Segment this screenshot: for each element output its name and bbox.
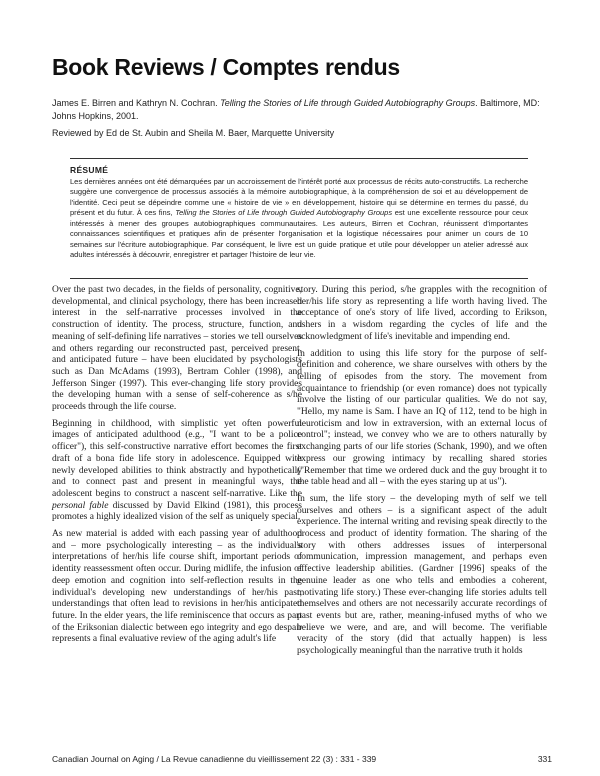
body-column-right [297,285,547,663]
body-paragraph-text: Beginning in childhood, with simplistic yet often powerful images of anticipated adulthood (e.g., "I want to be a police officer"), this self-constructive narrative effort becomes the first draft of a bona fide life story in adolescence. Equipped with newly developed abilities to think abstractly and hypothetically and to connect past and present in meaningful ways, the adolescent begins to construct a nascent self-narrative. Like the [52,418,302,499]
abstract-book-title: Telling the Stories of Life through Guided Autobiography Groups [175,208,393,217]
abstract-top-rule [70,158,528,159]
body-paragraph [52,419,302,524]
abstract-heading: RÉSUMÉ [70,165,109,175]
body-paragraph: Over the past two decades, in the fields of personality, cognitive, developmental, and clinical psychology, there has been increased interest in the self-narrative processes involved in the construction of identity. The process, structure, function, and meaning of self-defining life narratives – stories we tell ourselves and others regarding our reconstructed past, perceived present, and anticipated future – have been elucidated by psychologists such as Dan McAdams (1993), Bertram Cohler (1998), and Jefferson Singer (1997). This ever-changing life story provides the developing human with a sense of self-coherence as s/he proceeds through the life course. [52,285,302,413]
citation-publisher: . Baltimore, MD: Johns Hopkins, 2001. [52,98,540,121]
citation-book-title: Telling the Stories of Life through Guided Autobiography Groups [220,98,476,108]
citation-authors: James E. Birren and Kathryn N. Cochran. [52,98,218,108]
abstract-bottom-rule [70,278,528,279]
abstract-text-part-2: est une excellente ressource pour ceux intéressés à mener des groupes autobiographiques communautaires. Les auteurs, Birren et Cochran, réunissent d'importantes connaissances scientifiques et pratiques afin de présenter l'organisation et la logistique nécessaires pour animer un cours de 10 semaines sur l'écriture autobiographique. Par conséquent, le livre est un guide pratique et utile pour développer un atelier adressé aux adultes intéressés à découvrir, enregistrer et partager l'histoire de leur vie. [70,208,529,259]
reviewers-line: Reviewed by Ed de St. Aubin and Sheila M. Baer, Marquette University [52,128,335,138]
abstract-block [70,165,528,261]
footer-journal: Canadian Journal on Aging / La Revue canadienne du vieillissement 22 (3) : 331 - 339 [52,754,377,764]
body-column-left [52,285,302,651]
body-paragraph: In addition to using this life story for the purpose of self-definition and coherence, we share ourselves with others by the telling of episodes from the story. The movement from acquaintance to friendship (or even romance) does not typically involve the listing of our particular qualities. We do not say, "Hello, my name is Sam. I have an IQ of 112, tend to be high in neuroticism and low in extraversion, with an external locus of control"; instead, we convey who we are to others naturally by exchanging parts of our life stories (Schank, 1990), and we often express our growing intimacy by recalling shared stories ("Remember that time we ordered duck and the guy brought it to the table head and all – with the eyes staring up at us"). [297,348,547,488]
page-title: Book Reviews / Comptes rendus [52,54,400,80]
footer-page-number: 331 [537,754,552,764]
abstract-text-part-1: Les dernières années ont été démarquées par un accroissement de l'intérêt porté aux processus de récits auto-constructifs. La recherche suggère une convergence de processus associés à la mémoire autobiographique, à la compréhension de soi et au développement de l'identité. Ceci peut se dépeindre comme une « histoire de vie » en développement, histoire qui se détermine en termes du passé, du présent et du futur. À ces fins, [70,176,528,217]
body-paragraph: In sum, the life story – the developing myth of self we tell ourselves and others – is a significant aspect of the adult experience. The internal writing and revising speak directly to the process and product of identity formation. The sharing of the story with others addresses issues of interpersonal communication, impression management, and perhaps even effective leadership abilities. (Gardner [1996] speaks of the genuine leader as one who tells and embodies a coherent, motivating life story.) These ever-changing life stories adults tell themselves and others are not necessarily accurate recordings of past events but are, rather, meaning-infused myths of who we believe we were, and are, and will become. The verifiable veracity of the story (did that actually happen) is less psychologically meaningful than the narrative truth it holds [297,493,547,657]
body-paragraph-text: discussed by David Elkind (1981), this process promotes a highly idealized vision of the self as uniquely special. [52,500,302,523]
book-citation [52,97,552,123]
page-footer [52,754,552,764]
body-italic-term: personal fable [52,500,109,511]
abstract-text [70,177,528,261]
body-paragraph: story. During this period, s/he grapples with the recognition of her/his life story as representing a life worth having lived. The acceptance of one's story of life lived, according to Erikson, ushers in a wisdom regarding the cycles of life and the acknowledgment of life's inevitable and impending end. [297,285,547,342]
body-paragraph: As new material is added with each passing year of adulthood and – more psychologically interesting – as the individual's interpretations of her/his life course shift, important periods of identity reassessment often occur. During midlife, the infusion of deep emotion and cognition into self-reflection results in the individual's developing new understandings of her/his past, understandings that often lead to revisions in her/his anticipated future. In the elder years, the life reminiscence that occurs as part of the Eriksonian dialectic between ego integrity and ego despair represents a final evaluative review of the aging adult's life [52,529,302,645]
